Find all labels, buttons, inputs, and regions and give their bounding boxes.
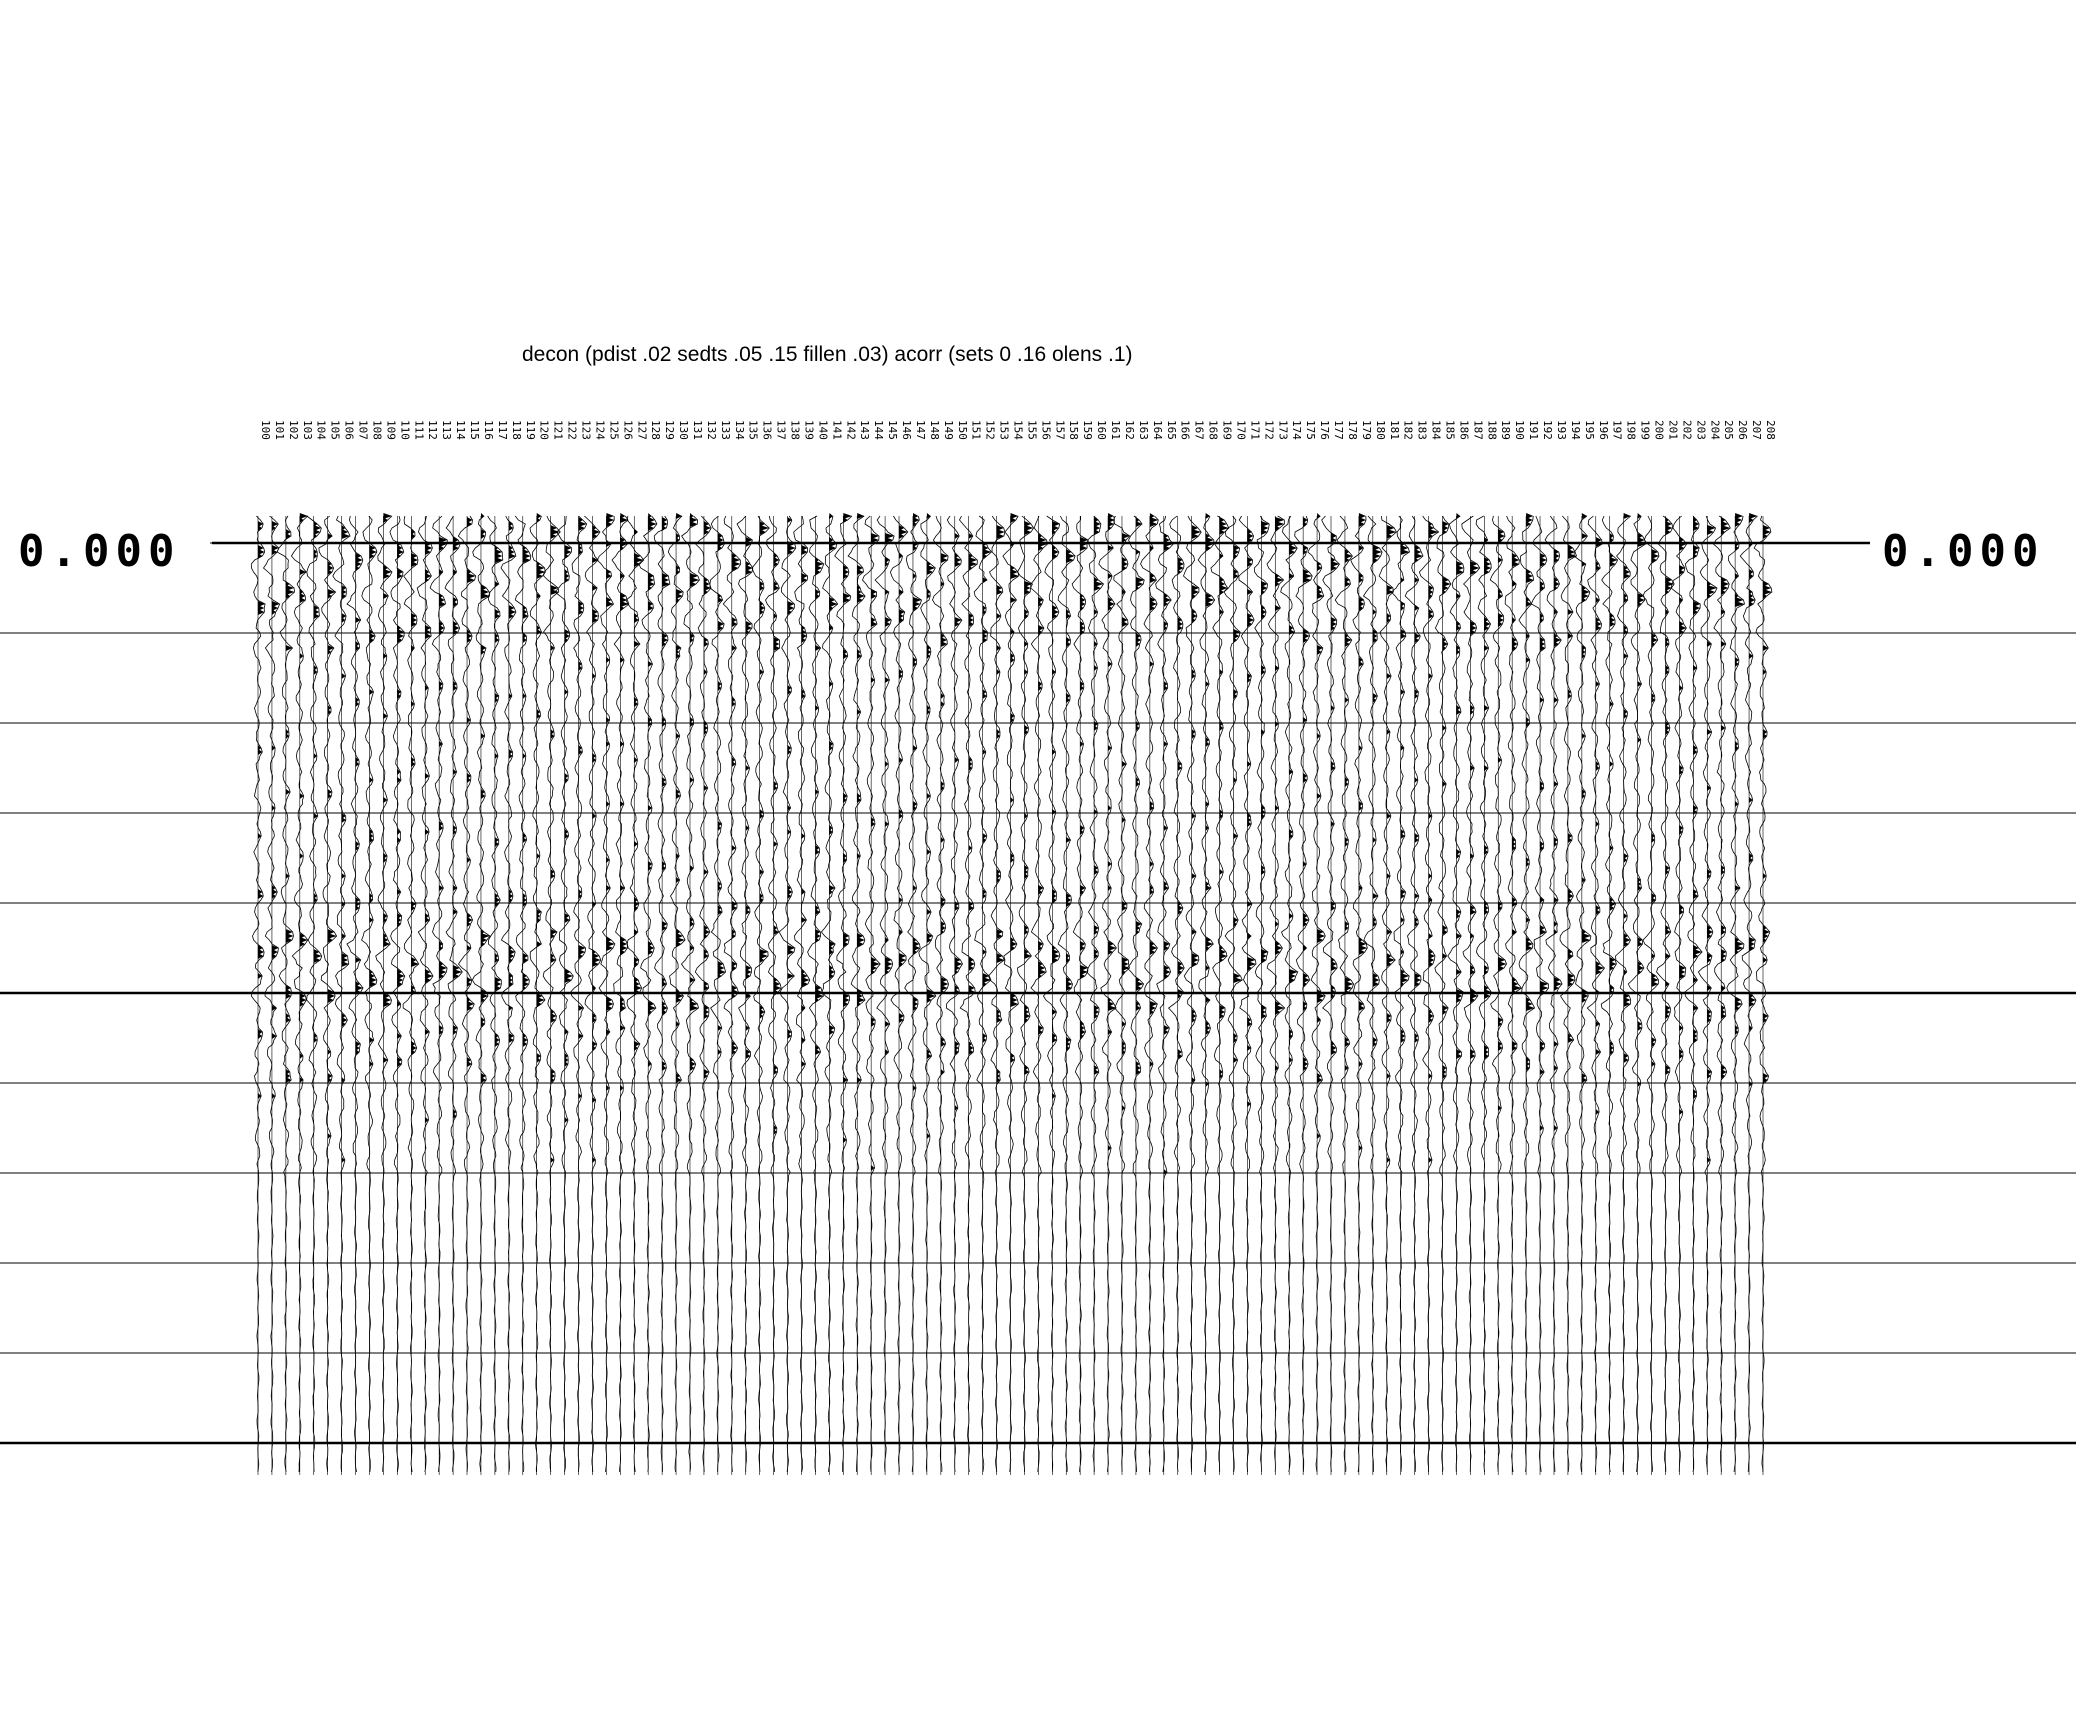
trace-fill	[1317, 513, 1325, 1139]
trace-number-label: 135	[746, 420, 760, 440]
trace-number-label: 191	[1527, 420, 1541, 440]
trace-number-label: 150	[955, 420, 969, 440]
trace-number-label: 128	[649, 420, 663, 440]
trace-number-label: 126	[621, 420, 635, 440]
trace-number-label: 110	[398, 420, 412, 440]
trace-number-label: 201	[1666, 420, 1680, 440]
trace-number-label: 121	[551, 420, 565, 440]
trace-fill	[1415, 545, 1423, 1043]
trace-number-label: 199	[1638, 420, 1652, 440]
trace-number-label: 179	[1359, 420, 1373, 440]
trace-number-label: 164	[1150, 420, 1164, 440]
trace-number-label: 138	[788, 420, 802, 440]
trace-number-label: 127	[635, 420, 649, 440]
trace-number-label: 204	[1708, 420, 1722, 440]
trace-number-label: 190	[1513, 420, 1527, 440]
trace-number-label: 120	[537, 420, 551, 440]
trace-fill	[397, 541, 404, 1067]
trace-number-label: 142	[844, 420, 858, 440]
trace-number-label: 123	[579, 420, 593, 440]
trace-fill	[1498, 529, 1506, 1111]
trace-fill	[1707, 525, 1717, 1163]
trace-number-label: 186	[1457, 420, 1471, 440]
trace-number-label: 153	[997, 420, 1011, 440]
trace-fill	[467, 517, 476, 1067]
trace-fill	[662, 517, 670, 1071]
trace-fill	[1247, 529, 1256, 1107]
trace-number-label: 101	[272, 420, 286, 440]
trace-number-label: 177	[1332, 420, 1345, 440]
trace-fill	[342, 525, 350, 1163]
trace-fill	[704, 521, 711, 1079]
trace-fill	[718, 533, 726, 1055]
trace-number-label: 114	[454, 420, 468, 440]
trace-number-label: 107	[356, 420, 370, 440]
trace-number-label: 160	[1095, 420, 1109, 440]
trace-number-label: 139	[802, 420, 816, 440]
trace-number-label: 203	[1694, 420, 1708, 440]
trace-fill	[537, 513, 546, 1063]
trace-fill	[1373, 545, 1382, 1047]
trace-number-label: 195	[1582, 420, 1596, 440]
trace-number-label: 156	[1039, 420, 1053, 440]
trace-fill	[1568, 545, 1577, 1043]
trace-fill	[648, 513, 657, 1067]
trace-number-label: 174	[1290, 420, 1304, 440]
trace-number-label: 183	[1415, 420, 1429, 440]
trace-number-label: 175	[1304, 420, 1318, 440]
trace-number-label: 165	[1164, 420, 1178, 440]
trace-fill	[1011, 513, 1019, 1063]
trace-fill	[788, 517, 796, 1039]
trace-fill	[1749, 513, 1757, 1087]
trace-number-label: 131	[691, 420, 704, 440]
trace-fill	[1763, 525, 1772, 1083]
trace-number-label: 202	[1680, 420, 1694, 440]
trace-number-label: 133	[718, 420, 732, 440]
trace-number-label: 167	[1192, 420, 1206, 440]
trace-number-label: 134	[732, 420, 746, 440]
trace-fill	[1526, 513, 1535, 1071]
trace-number-label: 169	[1220, 420, 1234, 440]
trace-number-label: 178	[1345, 420, 1359, 440]
trace-number-labels	[259, 420, 1777, 440]
trace-number-label: 136	[760, 420, 774, 440]
trace-number-label: 162	[1123, 420, 1136, 440]
trace-number-label: 112	[426, 420, 440, 440]
trace-number-label: 124	[593, 420, 607, 440]
trace-fill	[927, 513, 936, 1139]
trace-number-label: 105	[328, 420, 342, 440]
trace-number-label: 161	[1109, 420, 1122, 440]
trace-fill	[370, 545, 377, 1067]
trace-number-label: 117	[495, 420, 509, 440]
trace-number-label: 172	[1262, 420, 1276, 440]
trace-fill	[1470, 561, 1479, 1059]
trace-fill	[1610, 533, 1618, 1055]
trace-fill	[899, 525, 908, 1023]
trace-fill	[1735, 513, 1744, 1035]
trace-number-label: 146	[900, 420, 913, 440]
trace-fill	[1220, 517, 1229, 1079]
trace-number-label: 104	[314, 420, 328, 440]
trace-fill	[1582, 513, 1591, 1083]
trace-number-label: 170	[1234, 420, 1248, 440]
trace-number-label: 200	[1652, 420, 1666, 440]
trace-number-label: 151	[969, 420, 983, 440]
trace-number-label: 144	[872, 420, 886, 440]
trace-fill	[1512, 553, 1521, 1051]
trace-number-label: 198	[1624, 420, 1638, 440]
trace-number-label: 192	[1541, 420, 1554, 440]
trace-number-label: 181	[1387, 420, 1401, 440]
trace-number-label: 106	[342, 420, 356, 440]
trace-fill	[983, 541, 992, 1043]
trace-number-label: 196	[1596, 420, 1610, 440]
trace-number-label: 116	[482, 420, 495, 440]
trace-number-label: 103	[300, 420, 314, 440]
trace-fill	[1387, 525, 1397, 1163]
trace-fill	[1666, 517, 1675, 1075]
trace-number-label: 159	[1081, 420, 1095, 440]
trace-number-label: 108	[370, 420, 384, 440]
trace-number-label: 152	[983, 420, 997, 440]
trace-fill	[1080, 537, 1088, 1039]
trace-fill	[551, 525, 561, 1163]
trace-fill	[1303, 517, 1312, 1071]
trace-fill	[286, 529, 295, 1083]
trace-number-label: 188	[1485, 420, 1499, 440]
trace-number-label: 157	[1053, 420, 1067, 440]
trace-fill	[1429, 521, 1439, 1163]
trace-number-label: 163	[1136, 420, 1150, 440]
trace-number-label: 194	[1568, 420, 1582, 440]
trace-fill	[425, 541, 433, 1123]
trace-fill	[1721, 517, 1730, 1079]
trace-number-label: 166	[1178, 420, 1192, 440]
trace-number-label: 149	[941, 420, 955, 440]
trace-number-label: 118	[509, 420, 523, 440]
trace-number-label: 154	[1011, 420, 1025, 440]
trace-fill	[1206, 513, 1215, 1087]
trace-fill	[1038, 533, 1047, 1035]
trace-number-label: 205	[1722, 420, 1736, 440]
trace-number-label: 206	[1736, 420, 1750, 440]
trace-fill	[523, 545, 531, 1047]
trace-fill	[843, 513, 852, 1143]
trace-number-label: 173	[1276, 420, 1290, 440]
trace-fill	[439, 537, 447, 1035]
trace-number-label: 158	[1067, 420, 1081, 440]
trace-fill	[802, 545, 810, 1067]
trace-fill	[1289, 541, 1298, 1063]
trace-fill	[941, 553, 949, 1075]
trace-number-label: 143	[858, 420, 872, 440]
trace-number-label: 100	[259, 420, 272, 440]
trace-number-label: 137	[774, 420, 788, 440]
trace-number-label: 208	[1764, 420, 1777, 440]
trace-number-label: 132	[704, 420, 718, 440]
trace-fill	[969, 533, 978, 1055]
trace-number-label: 111	[412, 420, 426, 440]
trace-number-label: 145	[886, 420, 900, 440]
trace-number-label: 115	[468, 420, 481, 440]
trace-number-label: 207	[1750, 420, 1764, 440]
trace-number-label: 141	[830, 420, 844, 440]
trace-fill	[1192, 525, 1202, 1083]
trace-fill	[815, 557, 823, 1055]
trace-number-label: 102	[286, 420, 300, 440]
trace-fill	[774, 553, 782, 1135]
trace-fill	[913, 513, 922, 1091]
trace-fill	[314, 521, 322, 1043]
plot-title: decon (pdist .02 sedts .05 .15 fillen .03) acorr (sets 0 .16 olens .1)	[522, 343, 1133, 366]
trace-number-label: 125	[607, 420, 621, 440]
trace-number-label: 193	[1555, 420, 1568, 440]
trace-number-label: 189	[1499, 420, 1513, 440]
trace-number-label: 168	[1206, 420, 1220, 440]
trace-number-label: 187	[1471, 420, 1485, 440]
trace-number-label: 148	[927, 420, 941, 440]
trace-fill	[1443, 521, 1451, 1079]
trace-fill	[760, 521, 770, 1019]
trace-number-label: 171	[1248, 420, 1262, 440]
trace-fill	[690, 513, 699, 1071]
time-label-right: 0.000	[1882, 526, 2045, 577]
trace-number-label: 180	[1373, 420, 1387, 440]
trace-number-label: 129	[663, 420, 677, 440]
trace-number-label: 197	[1610, 420, 1624, 440]
trace-number-label: 184	[1429, 420, 1443, 440]
trace-number-label: 147	[914, 420, 927, 440]
time-label-left: 0.000	[18, 526, 181, 577]
trace-number-label: 182	[1401, 420, 1415, 440]
trace-number-label: 155	[1025, 420, 1039, 440]
trace-number-label: 113	[440, 420, 454, 440]
trace-number-label: 176	[1318, 420, 1332, 440]
trace-fill	[1596, 537, 1605, 1115]
trace-fill	[1136, 517, 1144, 1075]
trace-fill	[579, 517, 587, 1099]
trace-number-label: 122	[565, 420, 579, 440]
trace-fill	[1261, 521, 1269, 1019]
trace-number-label: 109	[384, 420, 398, 440]
trace-number-label: 140	[816, 420, 830, 440]
trace-number-label: 130	[677, 420, 691, 440]
trace-fill	[1164, 533, 1174, 1175]
trace-number-label: 185	[1443, 420, 1457, 440]
trace-number-label: 119	[523, 420, 537, 440]
